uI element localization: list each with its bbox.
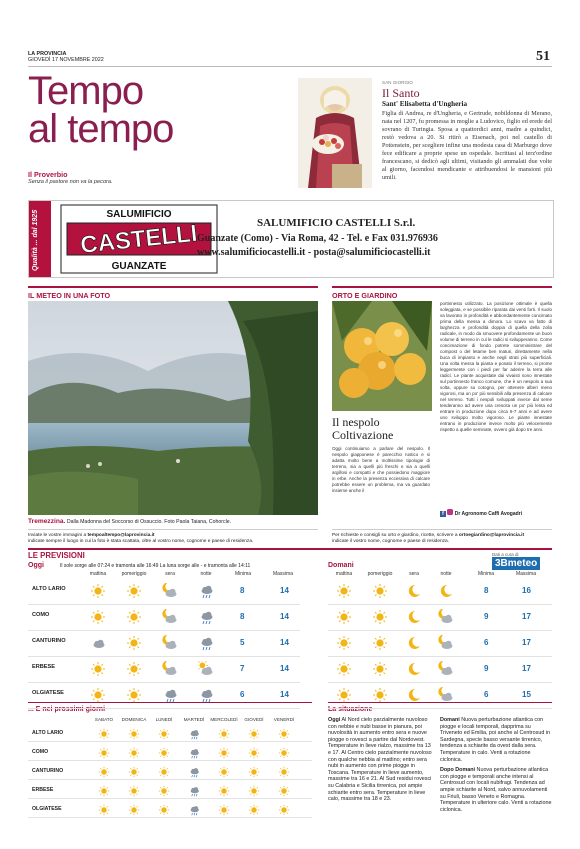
ad-side-text: Qualità ... dal 1925 [32,209,39,271]
moon-icon [406,609,422,625]
dopo-text: Nuova perturbazione atlantica con piogge e temporali anche intensi al Centrosud con locali nubifragi. Tendenza ad ampie schiarite al Nord, salvo annuvolamenti su Friuli, basso Veneto e Romagna. Temperature in ulteriore calo. Venti a rotazione ciclonica. [440,767,552,813]
today-col-minima: Minima [234,571,252,577]
previsioni-rule [28,548,552,550]
orto-info [332,533,552,545]
max-temperature: 17 [522,664,531,673]
sun-icon [218,765,230,777]
sun-icon [128,727,140,739]
cloud-rain-icon [198,609,214,625]
domani-label: Domani [440,717,460,723]
saint-painting-image [298,78,372,188]
sun-icon [90,583,106,599]
sun-icon [158,727,170,739]
sun-icon [248,746,260,758]
orto-info-pre: Per richieste e consigli su orto e giardino, ricette, scrivere a [332,533,459,538]
cloud-moon-icon [162,661,178,677]
instagram-icon[interactable] [447,509,453,515]
foto-divider [28,529,318,530]
cloud-rain-icon [188,803,200,815]
min-temperature: 8 [240,612,245,621]
city-name: ERBESE [32,664,56,670]
author-line [440,509,522,517]
sun-icon [128,784,140,796]
day-header: DOMENICA [121,717,147,722]
3bmeteo-logo: 3Bmeteo [492,557,540,570]
max-temperature: 16 [522,586,531,595]
max-temperature: 17 [522,638,531,647]
page-date: GIOVEDÌ 17 NOVEMBRE 2022 [28,57,104,63]
caption-text: Dalla Madonna del Soccorso di Ossuccio. Foto Paola Taiana, Cohorcle. [66,519,232,525]
moon-icon [406,661,422,677]
min-temperature: 7 [240,664,245,673]
city-name: ERBESE [32,787,54,793]
title-line-2: al tempo [28,107,174,151]
caption-place: Tremezzina. [28,518,66,525]
day-header: MERCOLEDÌ [210,717,238,722]
previsioni-title: LE PREVISIONI [28,551,85,560]
min-temperature: 9 [484,664,489,673]
foto-info-line2: indicate sempre il luogo in cui la foto è stata scattata, oltre al vostro nome, cognome e paese di residenza. [28,539,254,544]
logo-top-text: SALUMIFICIO [106,209,172,220]
header-divider [28,66,552,67]
foto-section-rule [28,286,318,288]
sun-icon [126,687,142,703]
sun-icon [128,803,140,815]
article-title-2: Coltivazione [332,428,394,442]
tomorrow-col-pomeriggio: pomeriggio [367,571,393,577]
sun-icon [248,727,260,739]
oggi-label: Oggi [328,717,341,723]
salumificio-logo [59,203,219,275]
sun-icon [218,727,230,739]
proverbio-label: Il Proverbio [28,170,68,179]
sun-moon-info: Il sole sorge alle 07:24 e tramonta alle 16:49 La luna sorge alle - e tramonta alle 14:11 [60,563,251,569]
min-temperature: 9 [484,612,489,621]
moon-icon [406,583,422,599]
sun-icon [278,765,290,777]
page-header [28,51,104,63]
foto-info-pre: Inviate le vostre immagini a [28,533,88,538]
cloud-icon [90,635,106,651]
sun-icon [126,583,142,599]
photo-caption [28,518,231,525]
day-header: LUNEDÌ [155,717,173,722]
logo-bottom-text: GUANZATE [111,261,167,272]
saint-category: SAN GIORGIO [382,80,413,85]
foto-info-email[interactable]: tempoaltempo@laprovincia.it [87,533,155,538]
tomorrow-col-minima: Minima [477,571,495,577]
next-days-row [28,744,312,761]
situazione-domani [440,717,552,813]
sun-icon [278,784,290,796]
sun-icon [248,765,260,777]
sun-icon [336,687,352,703]
foto-section-title: IL METEO IN UNA FOTO [28,291,111,300]
ad-address: Guanzate (Como) - Via Roma, 42 - Tel. e Fax 031.976936 [197,233,438,244]
sun-icon [218,746,230,758]
sun-icon [90,687,106,703]
meteo-credit [492,552,540,570]
orto-section-title: ORTO E GIARDINO [332,291,398,300]
proverbio-text: Senza il pastore non va la pecora. [28,179,113,185]
sun-icon [218,784,230,796]
min-temperature: 8 [484,586,489,595]
saint-name: Sant' Elisabetta d'Ungheria [382,100,468,108]
cloud-rain-icon [162,687,178,703]
credit-label: Dati a cura di [492,552,519,557]
min-temperature: 6 [484,690,489,699]
sun-icon [278,746,290,758]
cloud-rain-icon [188,727,200,739]
ad-web[interactable]: www.salumificiocastelli.it - posta@salumificiocastelli.it [197,247,431,258]
sun-icon [128,746,140,758]
next-days-row [28,782,312,799]
sun-icon [248,784,260,796]
sun-icon [372,635,388,651]
lake-photo [28,301,318,515]
cloud-rain-icon [198,583,214,599]
day-header: VENERDÌ [273,717,295,722]
sun-icon [90,661,106,677]
max-temperature: 15 [522,690,531,699]
max-temperature: 14 [280,586,289,595]
cloud-moon-icon [162,583,178,599]
city-name: ALTO LARIO [32,730,64,736]
cloud-rain-icon [188,784,200,796]
ad-company: SALUMIFICIO CASTELLI S.r.l. [257,217,416,229]
ad-side-band [29,201,51,277]
next-days-title: ... E nei prossimi giorni [28,706,106,713]
sun-icon [126,635,142,651]
sun-icon [98,765,110,777]
logo-brand-text: CASTELLI [79,219,199,260]
cloud-moon-icon [162,635,178,651]
cloud-rain-icon [188,765,200,777]
sun-icon [90,609,106,625]
tomorrow-label: Domani [328,562,354,569]
orto-info-email[interactable]: ortoegiardino@laprovincia.it [458,533,525,538]
sun-icon [98,746,110,758]
facebook-icon[interactable]: f [440,511,446,517]
cloud-rain-icon [198,635,214,651]
paper-name: LA PROVINCIA [28,51,67,57]
article-column-2: portinnesto utilizzato. La posizione ottimale è quella soleggiata, e se possibile riparata dai venti forti. Il suolo va lavorato in profondità e abbondantemente concimato prima della messa a dimora. Lo scavo va fatto di larghezza e profondità doppia di quella della zolla radicale, in modo da smuovere profondamente un buon volume di terreno in cui le radici si svilupperanno. Come concimazione di fondo potrete somministrare del compost o del letame ben maturi, direttamente nella buca di impianto e anche negli strati più superficiali. Una volta messa la pianta e posato il terreno, si prome leggermente con i piedi per far aderire la terra alle radici. Le piante acquistate dai vivaisti sono innestate sul portinnesto franco comune, che è un nespolo a sua volta, oppure su cotogno, per ottenere alberi meno vigorosi, ma un po' più sensibili alla presenza di calcare nel terreno. Tutti i nespoli sviluppati invece dal seme tenderanno ad avere una crescita un po' più lenta ed entrare in produzione dopo circa 6-7 anni e ad avere uno sviluppo molto vigoroso. Le piante innestate entrano in produzione invece molto più velocemente rispetto a quelle seminate, ovvero già dopo tre anni. [440,301,552,432]
author-name: Dr Agronomo Caffi Avogadri [454,511,523,517]
today-col-pomeriggio: pomeriggio [121,571,147,577]
sun-icon [336,661,352,677]
title-line-1: Tempo [28,69,144,113]
next-days-row [28,725,312,742]
min-temperature: 8 [240,586,245,595]
max-temperature: 14 [280,690,289,699]
max-temperature: 14 [280,612,289,621]
max-temperature: 17 [522,612,531,621]
cloud-rain-icon [198,687,214,703]
sun-icon [98,784,110,796]
city-name: COMO [32,749,49,755]
min-temperature: 6 [484,638,489,647]
day-header: MARTEDÌ [183,717,205,722]
min-temperature: 5 [240,638,245,647]
sun-icon [126,661,142,677]
sun-icon [336,609,352,625]
sun-icon [126,609,142,625]
max-temperature: 14 [280,664,289,673]
sun-icon [278,727,290,739]
today-col-notte: notte [200,571,212,577]
cloud-moon-icon [438,661,454,677]
cloud-moon-icon [438,687,454,703]
cloud-rain-icon [188,746,200,758]
city-name: OLGIATESE [32,690,64,696]
sun-icon [372,609,388,625]
tomorrow-col-massima: Massima [515,571,536,577]
page-number: 51 [536,49,550,64]
sun-cloud-icon [198,661,214,677]
sun-icon [158,765,170,777]
sun-icon [158,803,170,815]
moon-icon [406,687,422,703]
sun-icon [218,803,230,815]
min-temperature: 6 [240,690,245,699]
city-name: COMO [32,612,50,618]
orto-divider [332,529,552,530]
city-name: OLGIATESE [32,806,62,812]
today-col-massima: Massima [272,571,293,577]
advertisement-box[interactable] [28,200,554,278]
saint-body: Figlia di Andrea, re d'Ungheria, e Gertrude, nobildonna di Merano, nata nel 1207, fu promessa in moglie a Ludovico, figlio ed erede del sovrano di Turingia. Sposa a quattordici anni, madre a quindici, restò vedova a 20. Si ritirò a Eisenach, poi nel castello di Pottenstein, per scegliere infine una modesta casa di Marburgo dove fece edificare a proprie spese un ospedale. Iscrittasi al terz'ordine francescano, si dedicò agli ultimi, visitando gli ammalati due volte al giorno, facendosi mendicante e attribuendosi le mansioni più umili. [382,110,552,181]
article-title-1: Il nespolo [332,415,380,429]
sun-icon [372,661,388,677]
moon-icon [438,583,454,599]
sun-icon [158,784,170,796]
city-name: CANTURINO [32,638,66,644]
next-days-row [28,763,312,780]
day-header: SABATO [94,717,114,722]
orto-info-line2: indicate il vostro nome, cognome e paese di residenza. [332,539,450,544]
today-col-sera: sera [165,571,175,577]
sun-icon [336,635,352,651]
sun-icon [128,765,140,777]
today-label: Oggi [28,562,44,569]
sun-icon [98,803,110,815]
sun-icon [278,803,290,815]
next-days-row [28,801,312,818]
city-name: CANTURINO [32,768,64,774]
oggi-text: Al Nord cielo parzialmente nuvoloso con nebbie e nubi basse in pianura, poi nuvolosità in aumento entro sera e nuove piogge o rovesci a partire dal Nordovest. Temperature in lieve rialzo, massime tra 13 e 17. Al Centro cielo parzialmente nuvoloso con qualche nebbia al mattino; entro sera nubi in aumento con prime piogge in Toscana. Temperature in lieve aumento, massime tra 16 e 21. Al Sud residui rovesci su Calabria e Sicilia tirrenica, poi ampie schiarite entro sera. Temperature in lieve calo, massime tra 18 e 23. [328,717,432,803]
article-title [332,416,393,442]
article-column-1: Oggi continuiamo a parlare del nespolo. Il nespolo giapponese è parecchio rustico e si adatta molto bene a moltissime tipologie di terreno, sia a quelli più freschi e sia a quelli argillosi e compatti e che possiedono maggiore in erbe. Anche la presenza eccessiva di calcare potrebbe essere un problema, ma va guardato insieme anche il [332,446,430,493]
situazione-oggi [328,717,432,803]
domani-text: Nuova perturbazione atlantica con piogge e locali temporali, dapprima su Triveneto ed Emilia, poi anche al Centrosud in Sardegna, specie basso versante tirrenico, tendenza a schiarite da ovest dalla sera. Temperature in calo. Venti a rotazione ciclonica. [440,717,551,763]
orto-section-rule [332,286,552,288]
day-header: GIOVEDÌ [244,717,264,722]
sun-icon [336,583,352,599]
section-title [28,69,174,151]
sun-icon [372,687,388,703]
tomorrow-col-sera: sera [409,571,419,577]
situazione-title: La situazione [328,706,373,713]
moon-icon [406,635,422,651]
today-col-mattina: mattina [89,571,107,577]
cloud-moon-icon [438,635,454,651]
loquat-photo [332,301,432,411]
dopo-label: Dopo Domani [440,767,476,774]
sun-icon [248,803,260,815]
saint-label: Il Santo [382,86,420,100]
sun-icon [98,727,110,739]
tomorrow-col-mattina: mattina [335,571,353,577]
foto-info [28,533,318,545]
cloud-moon-icon [162,609,178,625]
tomorrow-col-notte: notte [440,571,452,577]
sun-icon [372,583,388,599]
city-name: ALTO LARIO [32,586,66,592]
sun-icon [158,746,170,758]
cloud-moon-icon [438,609,454,625]
max-temperature: 14 [280,638,289,647]
